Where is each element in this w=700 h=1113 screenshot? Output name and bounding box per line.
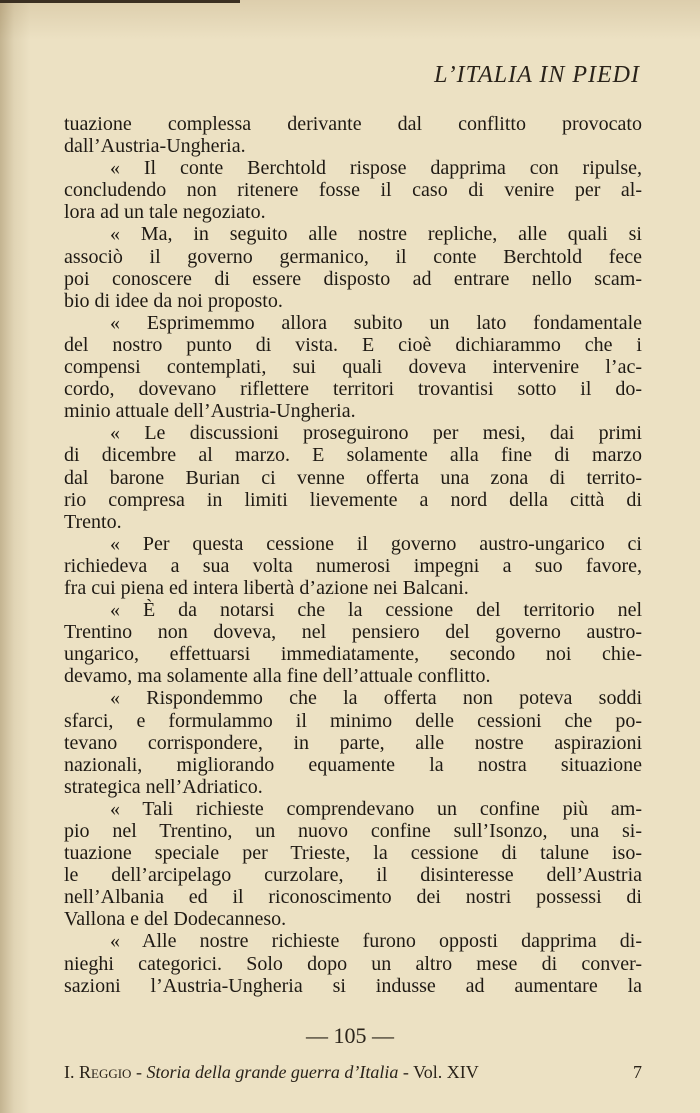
text-line: concludendo non ritenere fosse il caso di venire per al- [64, 179, 642, 202]
text-line: nazionali, migliorando equamente la nostra situazione [64, 753, 642, 776]
footer-citation [64, 1062, 479, 1083]
text-line: nell’Albania ed il riconoscimento dei nostri possessi di [64, 886, 642, 909]
text-line: « Esprimemmo allora subito un lato fondamentale [110, 311, 642, 334]
text-line: « Le discussioni proseguirono per mesi, dai primi [110, 422, 642, 445]
text-line: « Rispondemmo che la offerta non poteva soddi [110, 687, 642, 710]
signature-mark: 7 [633, 1062, 642, 1082]
text-line: dal barone Burian ci venne offerta una zona di territo- [64, 466, 642, 489]
text-line: richiedeva a sua volta numerosi impegni a suo favore, [64, 554, 642, 577]
footer-signature-line [64, 1062, 642, 1083]
text-line: sazioni l’Austria-Ungheria si indusse ad aumentare la [64, 974, 642, 997]
footer-volume: Vol. XIV [413, 1062, 479, 1082]
footer-separator: - [131, 1062, 147, 1082]
text-line: « È da notarsi che la cessione del territorio nel [110, 599, 642, 622]
text-line: « Tali richieste comprendevano un confine più am- [110, 797, 642, 820]
text-line: del nostro punto di vista. E cioè dichiarammo che i [64, 333, 642, 356]
text-line: « Il conte Berchtold rispose dapprima con ripulse, [110, 157, 642, 180]
footer-title: Storia della grande guerra d’Italia [146, 1062, 399, 1082]
text-line: nieghi categorici. Solo dopo un altro mese di conver- [64, 952, 642, 975]
text-line: dall’Austria-Ungheria. [64, 135, 246, 158]
text-line: tuazione speciale per Trieste, la cessione di talune iso- [64, 842, 642, 865]
footer-separator: - [398, 1062, 414, 1082]
text-line: bio di idee da noi proposto. [64, 289, 283, 312]
text-line: associò il governo germanico, il conte Berchtold fece [64, 245, 642, 268]
body-text [64, 113, 642, 997]
text-line: tevano corrispondere, in parte, alle nostre aspirazioni [64, 731, 642, 754]
text-line: cordo, dovevano riflettere territori trovantisi sotto il do- [64, 378, 642, 401]
text-line: strategica nell’Adriatico. [64, 775, 263, 798]
text-line: « Ma, in seguito alle nostre repliche, alle quali si [110, 223, 642, 246]
top-rule [0, 0, 240, 3]
text-line: « Alle nostre richieste furono opposti dapprima di- [110, 930, 642, 953]
text-line: poi conoscere di essere disposto ad entrare nello scam- [64, 267, 642, 290]
text-line: le dell’arcipelago curzolare, il disinteresse dell’Austria [64, 864, 642, 887]
text-line: lora ad un tale negoziato. [64, 201, 266, 224]
page-number: — 105 — [306, 1023, 394, 1048]
text-line: « Per questa cessione il governo austro-ungarico ci [110, 532, 642, 555]
text-line: rio compresa in limiti lievemente a nord della città di [64, 488, 642, 511]
text-line: minio attuale dell’Austria-Ungheria. [64, 400, 356, 423]
text-line: devamo, ma solamente alla fine dell’attuale conflitto. [64, 665, 491, 688]
text-line: compensi contemplati, sui quali doveva intervenire l’ac- [64, 356, 642, 379]
footer-author: I. Reggio [64, 1062, 132, 1082]
text-line: fra cui piena ed intera libertà d’azione nei Balcani. [64, 576, 469, 599]
text-line: di dicembre al marzo. E solamente alla fine di marzo [64, 444, 642, 467]
text-line: pio nel Trentino, un nuovo confine sull’Isonzo, una si- [64, 820, 642, 842]
text-line: Trentino non doveva, nel pensiero del governo austro- [64, 621, 642, 644]
text-line: sfarci, e formulammo il minimo delle cessioni che po- [64, 709, 642, 732]
text-line: Vallona e del Dodecanneso. [64, 908, 287, 931]
text-line: ungarico, effettuarsi immediatamente, secondo noi chie- [64, 643, 642, 666]
text-line: tuazione complessa derivante dal conflitto provocato [64, 113, 642, 135]
running-head: L’ITALIA IN PIEDI [434, 62, 640, 88]
text-line: Trento. [64, 510, 122, 533]
